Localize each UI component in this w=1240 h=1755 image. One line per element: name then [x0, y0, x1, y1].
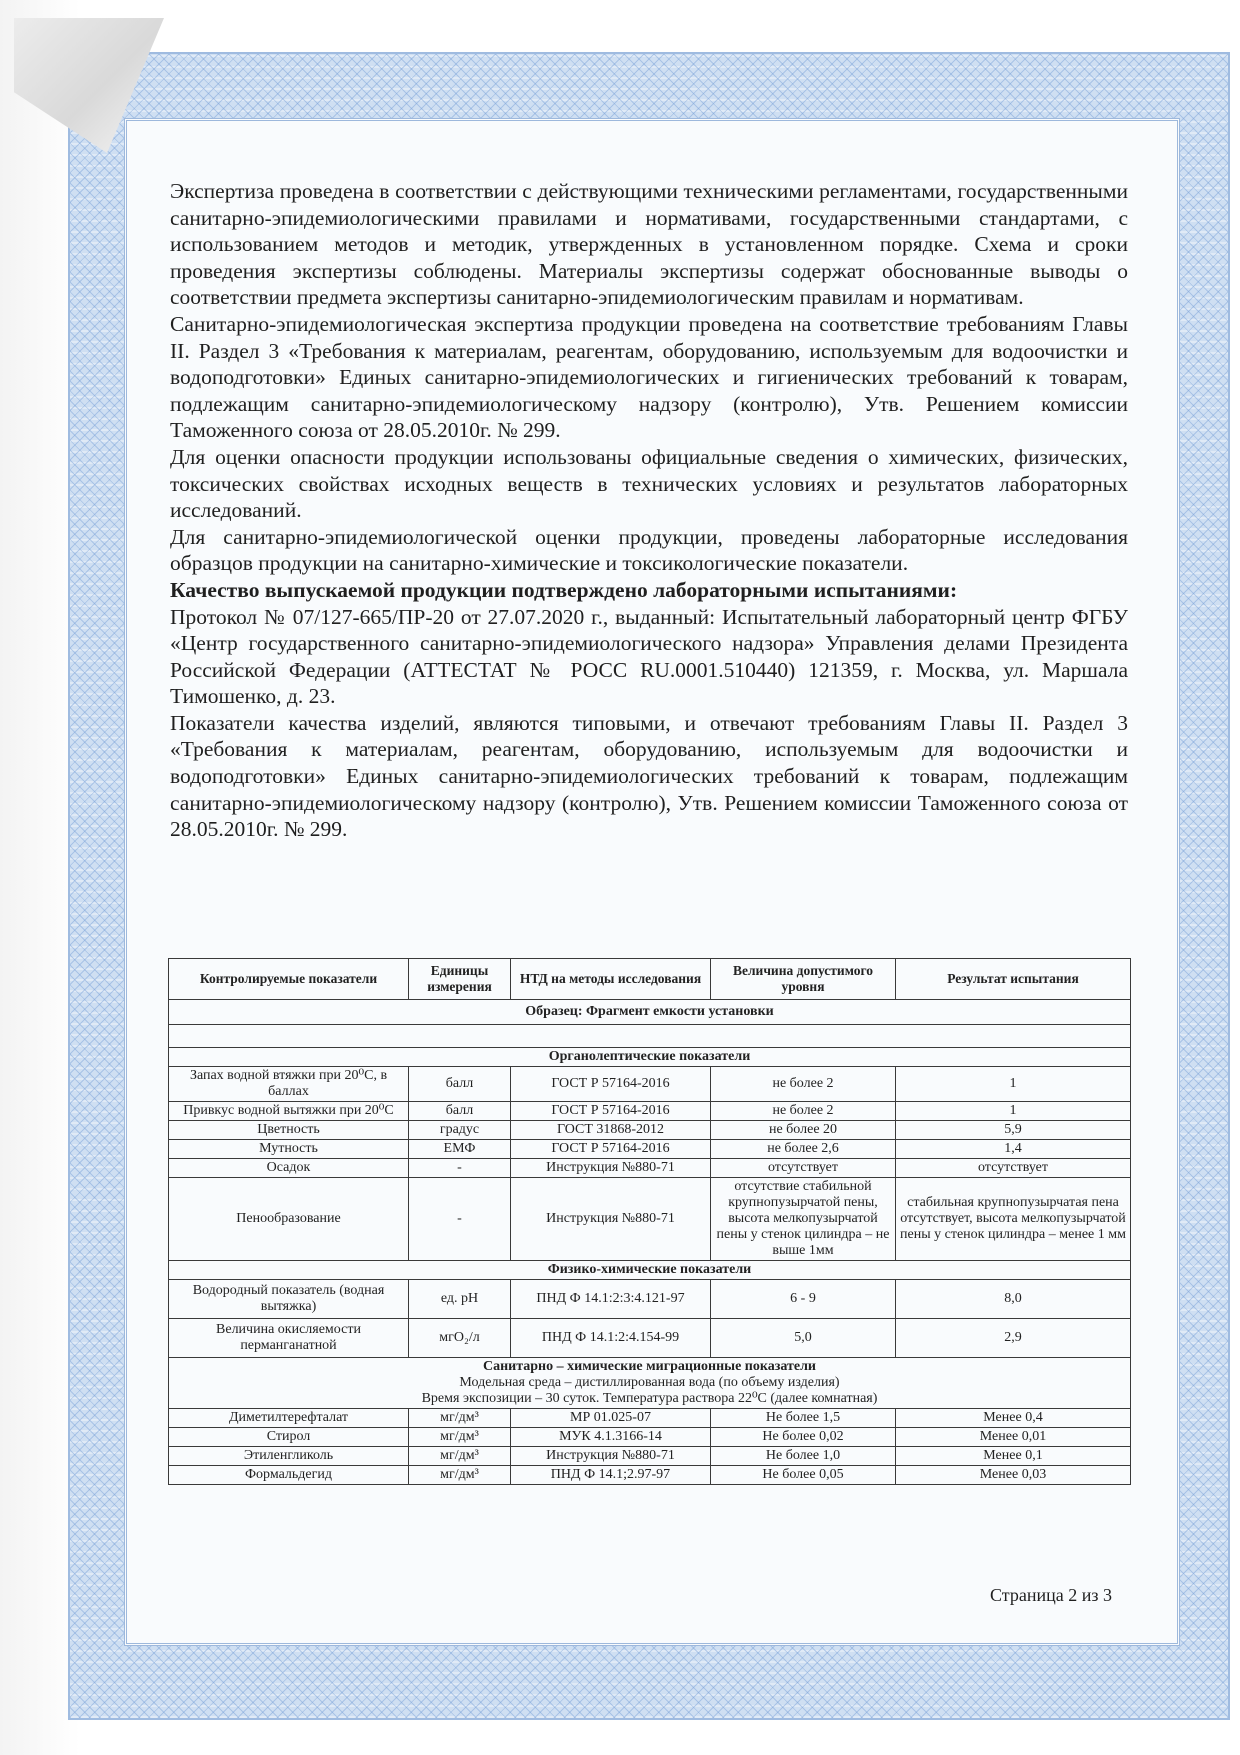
- cell-units: градус: [409, 1121, 511, 1140]
- cell-method: ПНД Ф 14.1:2:4.154-99: [511, 1319, 711, 1358]
- cell-limit: Не более 1,0: [711, 1447, 896, 1466]
- header-indicator: Контролируемые показатели: [169, 959, 409, 1000]
- cell-units: мг/дм³: [409, 1409, 511, 1428]
- cell-method: ГОСТ Р 57164-2016: [511, 1140, 711, 1159]
- section-migration-exposure: Время экспозиции – 30 суток. Температура раствора 22⁰С (далее комнатная): [421, 1391, 878, 1406]
- cell-limit: не более 2: [711, 1102, 896, 1121]
- cell-limit: 6 - 9: [711, 1280, 896, 1319]
- cell-result: 5,9: [896, 1121, 1131, 1140]
- cell-method: ПНД Ф 14.1;2.97-97: [511, 1466, 711, 1485]
- cell-indicator: Диметилтерефталат: [169, 1409, 409, 1428]
- section-title-row: [169, 1048, 1131, 1067]
- cell-limit: 5,0: [711, 1319, 896, 1358]
- table-row: [169, 1319, 1131, 1358]
- table-row: [169, 1428, 1131, 1447]
- cell-method: ГОСТ Р 57164-2016: [511, 1067, 711, 1102]
- cell-limit: не более 2: [711, 1067, 896, 1102]
- cell-units: мг/дм³: [409, 1466, 511, 1485]
- cell-result: отсутствует: [896, 1159, 1131, 1178]
- section-title-row: [169, 1261, 1131, 1280]
- cell-limit: не более 20: [711, 1121, 896, 1140]
- cell-indicator: Мутность: [169, 1140, 409, 1159]
- table-row: [169, 1067, 1131, 1102]
- table-row: [169, 1102, 1131, 1121]
- section-migration-medium: Модельная среда – дистиллированная вода (по объему изделия): [459, 1375, 840, 1390]
- cell-indicator: Величина окисляемости перманганатной: [169, 1319, 409, 1358]
- paragraph-expertise: Экспертиза проведена в соответствии с действующими техническими регламентами, государственными санитарно-эпидемиологическими правилами и нормативами, государственными стандартами, с использованием методов и методик, утвержденных в установленном порядке. Схема и сроки проведения экспертизы соблюдены. Материалы экспертизы содержат обоснованные выводы о соответствии предмета экспертизы санитарно-эпидемиологическим правилам и нормативам.: [170, 179, 1128, 310]
- cell-units: -: [409, 1178, 511, 1261]
- section-migration: [169, 1358, 1131, 1409]
- cell-limit: не более 2,6: [711, 1140, 896, 1159]
- cell-method: ГОСТ Р 57164-2016: [511, 1102, 711, 1121]
- cell-limit: Не более 1,5: [711, 1409, 896, 1428]
- quality-heading: Качество выпускаемой продукции подтверждено лабораторными испытаниями:: [170, 577, 958, 602]
- cell-method: Инструкция №880-71: [511, 1178, 711, 1261]
- cell-units: ед. pH: [409, 1280, 511, 1319]
- cell-method: ПНД Ф 14.1:2:3:4.121-97: [511, 1280, 711, 1319]
- cell-indicator: Осадок: [169, 1159, 409, 1178]
- cell-result: 2,9: [896, 1319, 1131, 1358]
- cell-method: МУК 4.1.3166-14: [511, 1428, 711, 1447]
- cell-indicator: Этиленгликоль: [169, 1447, 409, 1466]
- cell-result: 1,4: [896, 1140, 1131, 1159]
- cell-indicator: Формальдегид: [169, 1466, 409, 1485]
- cell-limit: отсутствие стабильной крупнопузырчатой пены, высота мелкопузырчатой пены у стенок цилиндра – не выше 1мм: [711, 1178, 896, 1261]
- table-row: [169, 1409, 1131, 1428]
- cell-result: Менее 0,1: [896, 1447, 1131, 1466]
- cell-method: МР 01.025-07: [511, 1409, 711, 1428]
- cell-limit: отсутствует: [711, 1159, 896, 1178]
- table-row: [169, 1280, 1131, 1319]
- header-result: Результат испытания: [896, 959, 1131, 1000]
- table-row: [169, 1447, 1131, 1466]
- cell-indicator: Пенообразование: [169, 1178, 409, 1261]
- paragraph-hazard-assessment: Для оценки опасности продукции использованы официальные сведения о химических, физических, токсических свойствах исходных веществ в технических условиях и результатов лабораторных исследований.: [170, 444, 1128, 523]
- cell-limit: Не более 0,02: [711, 1428, 896, 1447]
- header-method: НТД на методы исследования: [511, 959, 711, 1000]
- cell-units: -: [409, 1159, 511, 1178]
- cell-result: 1: [896, 1102, 1131, 1121]
- cell-units: мгО₂/л: [409, 1319, 511, 1358]
- cell-indicator: Водородный показатель (водная вытяжка): [169, 1280, 409, 1319]
- cell-result: Менее 0,4: [896, 1409, 1131, 1428]
- sample-label: Образец: Фрагмент емкости установки: [169, 1000, 1131, 1025]
- cell-limit: Не более 0,05: [711, 1466, 896, 1485]
- section-physicochemical: Физико-химические показатели: [169, 1261, 1131, 1280]
- cell-indicator: Запах водной втяжки при 20⁰С, в баллах: [169, 1067, 409, 1102]
- section-migration-title: Санитарно – химические миграционные показатели: [482, 1359, 816, 1374]
- header-units: Единицы измерения: [409, 959, 511, 1000]
- cell-units: балл: [409, 1102, 511, 1121]
- cell-units: мг/дм³: [409, 1447, 511, 1466]
- cell-indicator: Привкус водной вытяжки при 20⁰С: [169, 1102, 409, 1121]
- document-body: [170, 178, 1128, 843]
- table-header-row: [169, 959, 1131, 1000]
- cell-method: ГОСТ 31868-2012: [511, 1121, 711, 1140]
- cell-units: мг/дм³: [409, 1428, 511, 1447]
- section-title-row: [169, 1358, 1131, 1409]
- cell-indicator: Стирол: [169, 1428, 409, 1447]
- cell-method: Инструкция №880-71: [511, 1447, 711, 1466]
- table-row: [169, 1178, 1131, 1261]
- cell-method: Инструкция №880-71: [511, 1159, 711, 1178]
- cell-result: Менее 0,03: [896, 1466, 1131, 1485]
- section-organoleptic: Органолептические показатели: [169, 1048, 1131, 1067]
- cell-result: Менее 0,01: [896, 1428, 1131, 1447]
- cell-result: стабильная крупнопузырчатая пена отсутствует, высота мелкопузырчатой пены у стенок цилиндра – менее 1 мм: [896, 1178, 1131, 1261]
- table-row: [169, 1466, 1131, 1485]
- sample-row: [169, 1000, 1131, 1025]
- cell-result: 1: [896, 1067, 1131, 1102]
- paragraph-requirements: Санитарно-эпидемиологическая экспертиза продукции проведена на соответствие требованиям Главы II. Раздел 3 «Требования к материалам, реагентам, оборудованию, используемым для водоочистки и водоподготовки» Единых санитарно-эпидемиологических и гигиенических требований к товарам, подлежащим санитарно-эпидемиологическому надзору (контролю), Утв. Решением комиссии Таможенного союза от 28.05.2010г. № 299.: [170, 311, 1128, 443]
- page-number: Страница 2 из 3: [990, 1585, 1112, 1605]
- table-row: [169, 1140, 1131, 1159]
- table-row: [169, 1159, 1131, 1178]
- cell-indicator: Цветность: [169, 1121, 409, 1140]
- paragraph-protocol: Протокол № 07/127-665/ПР-20 от 27.07.2020 г., выданный: Испытательный лабораторный центр ФГБУ «Центр государственного санитарно-эпидемиологического надзора» Управления делами Президента Российской Федерации (АТТЕСТАТ № РОСС RU.0001.510440) 121359, г. Москва, ул. Маршала Тимошенко, д. 23.: [170, 604, 1128, 709]
- cell-units: балл: [409, 1067, 511, 1102]
- header-limit: Величина допустимого уровня: [711, 959, 896, 1000]
- table-row: [169, 1121, 1131, 1140]
- results-table: [168, 958, 1131, 1485]
- paragraph-lab-research: Для санитарно-эпидемиологической оценки продукции, проведены лабораторные исследования образцов продукции на санитарно-химические и токсикологические показатели.: [170, 524, 1128, 576]
- paragraph-quality-indicators: Показатели качества изделий, являются типовыми, и отвечают требованиям Главы II. Раздел 3 «Требования к материалам, реагентам, оборудованию, используемым для водоочистки и водоподготовки» Единых санитарно-эпидемиологических требований к товарам, подлежащим санитарно-эпидемиологическому надзору (контролю), Утв. Решением комиссии Таможенного союза от 28.05.2010г. № 299.: [170, 710, 1128, 842]
- spacer-row: [169, 1025, 1131, 1048]
- cell-units: ЕМФ: [409, 1140, 511, 1159]
- cell-result: 8,0: [896, 1280, 1131, 1319]
